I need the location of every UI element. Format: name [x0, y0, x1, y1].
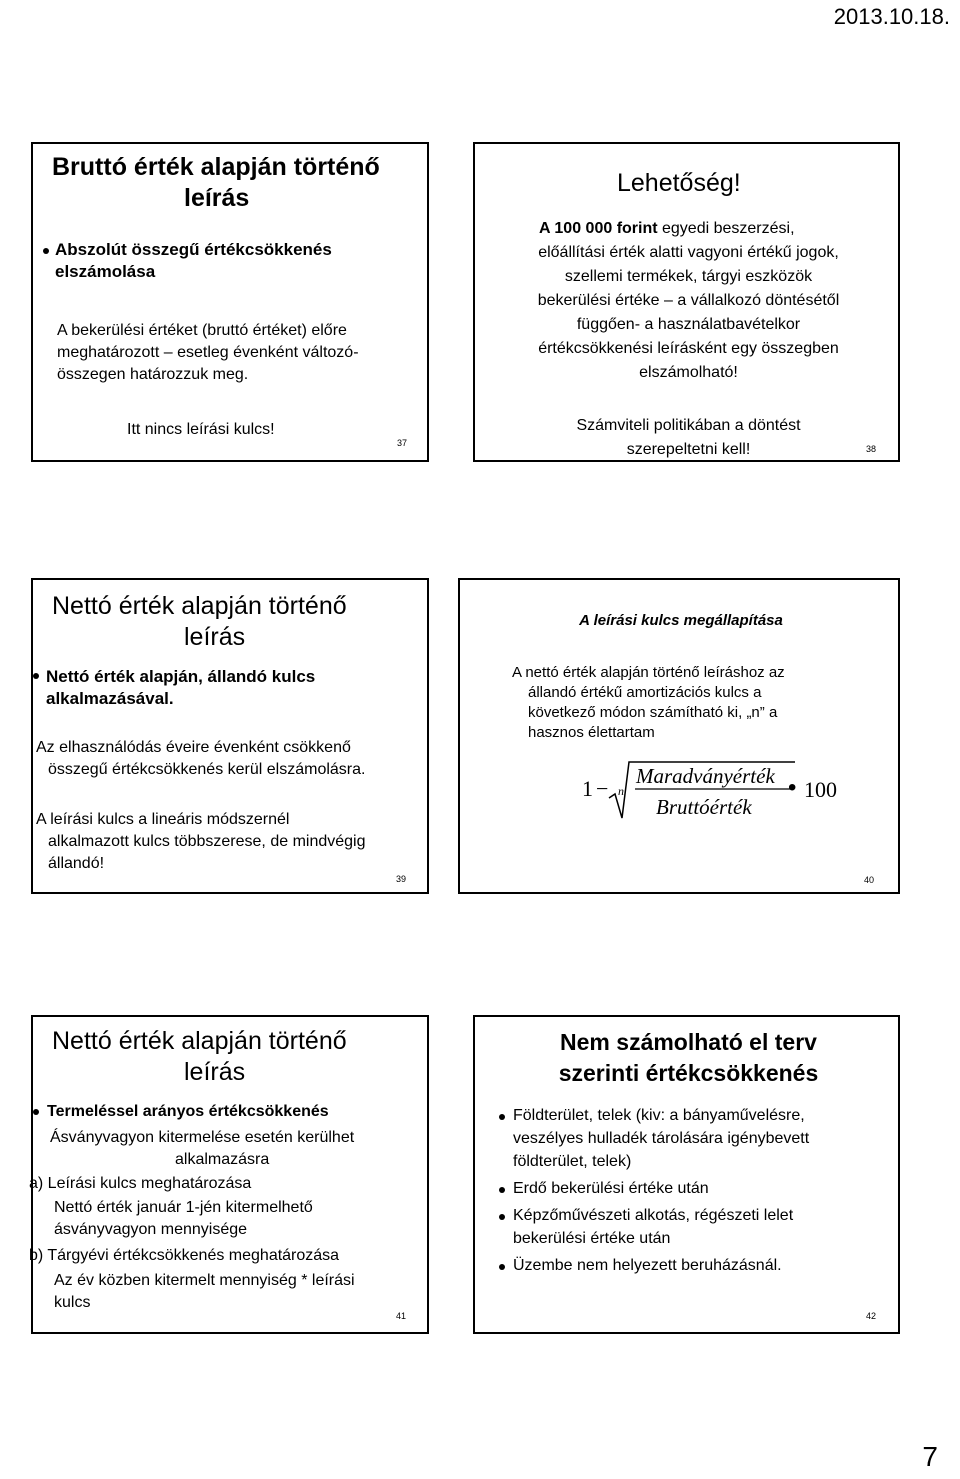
formula-n: n	[618, 784, 624, 798]
bullet-icon	[499, 1187, 505, 1193]
note: Számviteli politikában a döntést	[576, 417, 801, 434]
bullet-text: veszélyes hulladék tárolására igénybevett	[513, 1130, 810, 1147]
bullet-text: Üzembe nem helyezett beruházásnál.	[513, 1257, 782, 1274]
bullet-text: Földterület, telek (kiv: a bányaművelésre,	[513, 1107, 805, 1124]
paragraph: előállítási érték alatti vagyoni értékű jogok,	[538, 244, 839, 261]
slide-title: A leírási kulcs megállapítása	[579, 612, 783, 629]
bullet-icon	[499, 1114, 505, 1120]
paragraph: ásványvagyon mennyisége	[54, 1221, 248, 1238]
bullet-text: elszámolása	[55, 262, 156, 281]
paragraph: bekerülési értéke – a vállalkozó döntésétől	[537, 292, 840, 309]
slide-number: 37	[397, 438, 408, 448]
slide-38	[473, 142, 900, 462]
paragraph: alkalmazott kulcs többszerese, de mindvégig	[48, 833, 366, 850]
formula-minus: −	[596, 776, 609, 801]
bold-amount: A 100 000 forint	[539, 220, 658, 237]
paragraph: állandó!	[48, 855, 105, 872]
paragraph-rest: egyedi beszerzési,	[657, 220, 795, 237]
paragraph: Ásványvagyon kitermelése esetén kerülhet	[50, 1129, 355, 1146]
bullet-text: földterület, telek)	[513, 1153, 632, 1170]
slide-title: Nettó érték alapján történő	[52, 592, 347, 620]
paragraph	[539, 218, 795, 240]
slide-39	[31, 578, 429, 894]
paragraph: a) Leírási kulcs meghatározása	[29, 1175, 252, 1192]
paragraph: összegű értékcsökkenés kerül elszámolásra.	[48, 761, 366, 778]
paragraph: függően- a használatbavételkor	[576, 316, 801, 333]
slide-title: leírás	[184, 623, 246, 651]
bullet-text: Nettó érték alapján, állandó kulcs	[46, 667, 316, 686]
bullet-text: Képzőművészeti alkotás, régészeti lelet	[513, 1207, 794, 1224]
bullet-icon	[33, 1109, 39, 1115]
page-number: 7	[922, 1441, 938, 1472]
note: Itt nincs leírási kulcs!	[127, 421, 275, 438]
bullet-icon	[33, 673, 39, 679]
formula-hundred: 100	[804, 777, 837, 802]
bullet-text: alkalmazásával.	[46, 689, 174, 708]
bullet-text: bekerülési értéke után	[513, 1230, 671, 1247]
bullet-text: Termeléssel arányos értékcsökkenés	[47, 1103, 329, 1120]
slide-title: Bruttó érték alapján történő	[52, 153, 380, 181]
slide-title: leírás	[184, 184, 250, 212]
bullet-text: Abszolút összegű értékcsökkenés	[55, 240, 332, 259]
slide-title: Nem számolható el terv	[560, 1029, 817, 1055]
slide-title: Nettó érték alapján történő	[52, 1027, 347, 1055]
paragraph: összegen határozzuk meg.	[57, 366, 249, 383]
bullet-icon	[43, 248, 49, 254]
bullet-icon	[499, 1264, 505, 1270]
paragraph: A leírási kulcs a lineáris módszernél	[36, 811, 290, 828]
slide-number: 40	[864, 875, 875, 885]
paragraph: elszámolható!	[639, 364, 738, 381]
paragraph: állandó értékű amortizációs kulcs a	[528, 684, 762, 701]
paragraph: A nettó érték alapján történő leíráshoz az	[512, 664, 785, 681]
paragraph: Az elhasználódás éveire évenként csökkenő	[36, 739, 351, 756]
paragraph: következő módon számítható ki, „n” a	[528, 704, 778, 721]
slide-42	[473, 1015, 900, 1334]
slide-number: 42	[866, 1311, 877, 1321]
note: szerepeltetni kell!	[626, 441, 751, 458]
formula-denominator: Bruttóérték	[656, 795, 752, 819]
paragraph: A bekerülési értéket (bruttó értéket) előre	[57, 322, 347, 339]
slide-number: 39	[396, 874, 407, 884]
paragraph: meghatározott – esetleg évenként változó-	[57, 344, 359, 361]
paragraph: b) Tárgyévi értékcsökkenés meghatározása	[29, 1247, 340, 1264]
formula-times: •	[788, 774, 797, 801]
paragraph: Nettó érték január 1-jén kitermelhető	[54, 1199, 313, 1216]
slide-title: leírás	[184, 1058, 246, 1086]
header-date: 2013.10.18.	[833, 4, 950, 29]
paragraph: szellemi termékek, tárgyi eszközök	[564, 268, 813, 285]
slide-number: 38	[866, 444, 877, 454]
paragraph: hasznos élettartam	[528, 724, 655, 741]
slide-41	[31, 1015, 429, 1334]
paragraph: kulcs	[54, 1294, 91, 1311]
formula-one: 1	[582, 776, 593, 801]
formula-numerator: Maradványérték	[636, 764, 775, 788]
paragraph: értékcsökkenési leírásként egy összegben	[538, 340, 839, 357]
slide-37	[31, 142, 429, 462]
paragraph: Az év közben kitermelt mennyiség * leírási	[54, 1272, 355, 1289]
slide-title: Lehetőség!	[617, 169, 741, 197]
bullet-icon	[499, 1214, 505, 1220]
paragraph: alkalmazásra	[175, 1151, 270, 1168]
slide-40	[458, 578, 900, 894]
bullet-text: Erdő bekerülési értéke után	[513, 1180, 709, 1197]
slide-title: szerinti értékcsökkenés	[558, 1060, 819, 1086]
slide-number: 41	[396, 1311, 407, 1321]
